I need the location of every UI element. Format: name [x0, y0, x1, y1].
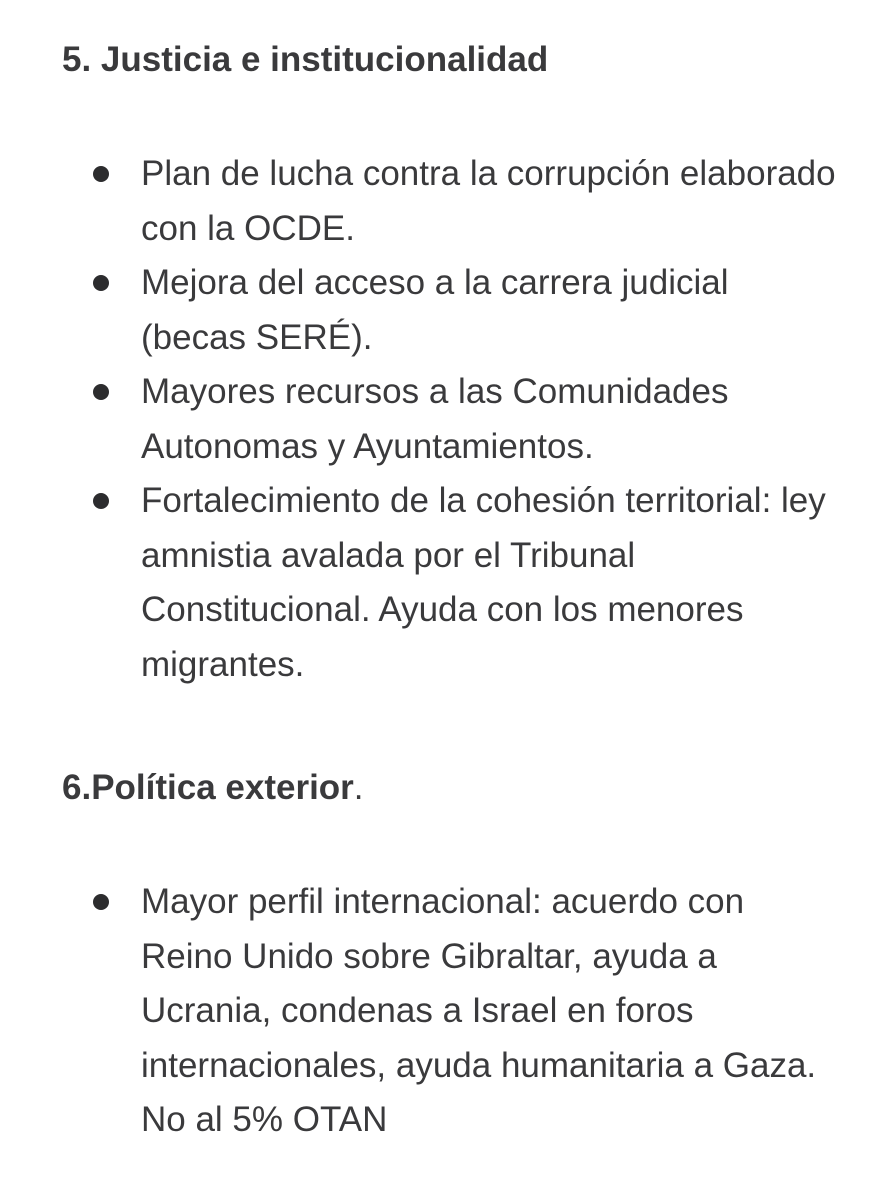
bullet-dot-icon — [93, 166, 109, 182]
list-item — [0, 147, 841, 256]
list-item — [0, 365, 841, 474]
bullet-dot-icon — [93, 894, 109, 910]
list-item — [0, 875, 841, 1148]
list-item — [0, 474, 841, 692]
list-item-text: Mayores recursos a las Comunidades Autonomas y Ayuntamientos. — [141, 372, 729, 466]
list-item-text: Mejora del acceso a la carrera judicial (becas SERÉ). — [141, 263, 729, 357]
bullet-dot-icon — [93, 384, 109, 400]
section-heading-text: 6.Política exterior — [62, 768, 354, 807]
section-heading-tail: . — [353, 768, 364, 807]
list-item-text: Fortalecimiento de la cohesión territorial: ley amnistia avalada por el Tribunal Constitucional. Ayuda con los menores migrantes. — [141, 481, 826, 684]
bullet-list-politica-exterior — [0, 875, 841, 1148]
bullet-dot-icon — [93, 275, 109, 291]
bullet-list-justicia — [0, 147, 841, 692]
list-item-text: Mayor perfil internacional: acuerdo con Reino Unido sobre Gibraltar, ayuda a Ucrania, condenas a Israel en foros internacionales, ayuda humanitaria a Gaza. No al 5% OTAN — [141, 882, 817, 1139]
section-heading-justicia — [62, 38, 548, 82]
section-heading-text: 5. Justicia e institucionalidad — [62, 40, 549, 79]
bullet-dot-icon — [93, 493, 109, 509]
list-item — [0, 256, 841, 365]
section-heading-politica-exterior — [62, 766, 364, 810]
list-item-text: Plan de lucha contra la corrupción elaborado con la OCDE. — [141, 154, 836, 248]
